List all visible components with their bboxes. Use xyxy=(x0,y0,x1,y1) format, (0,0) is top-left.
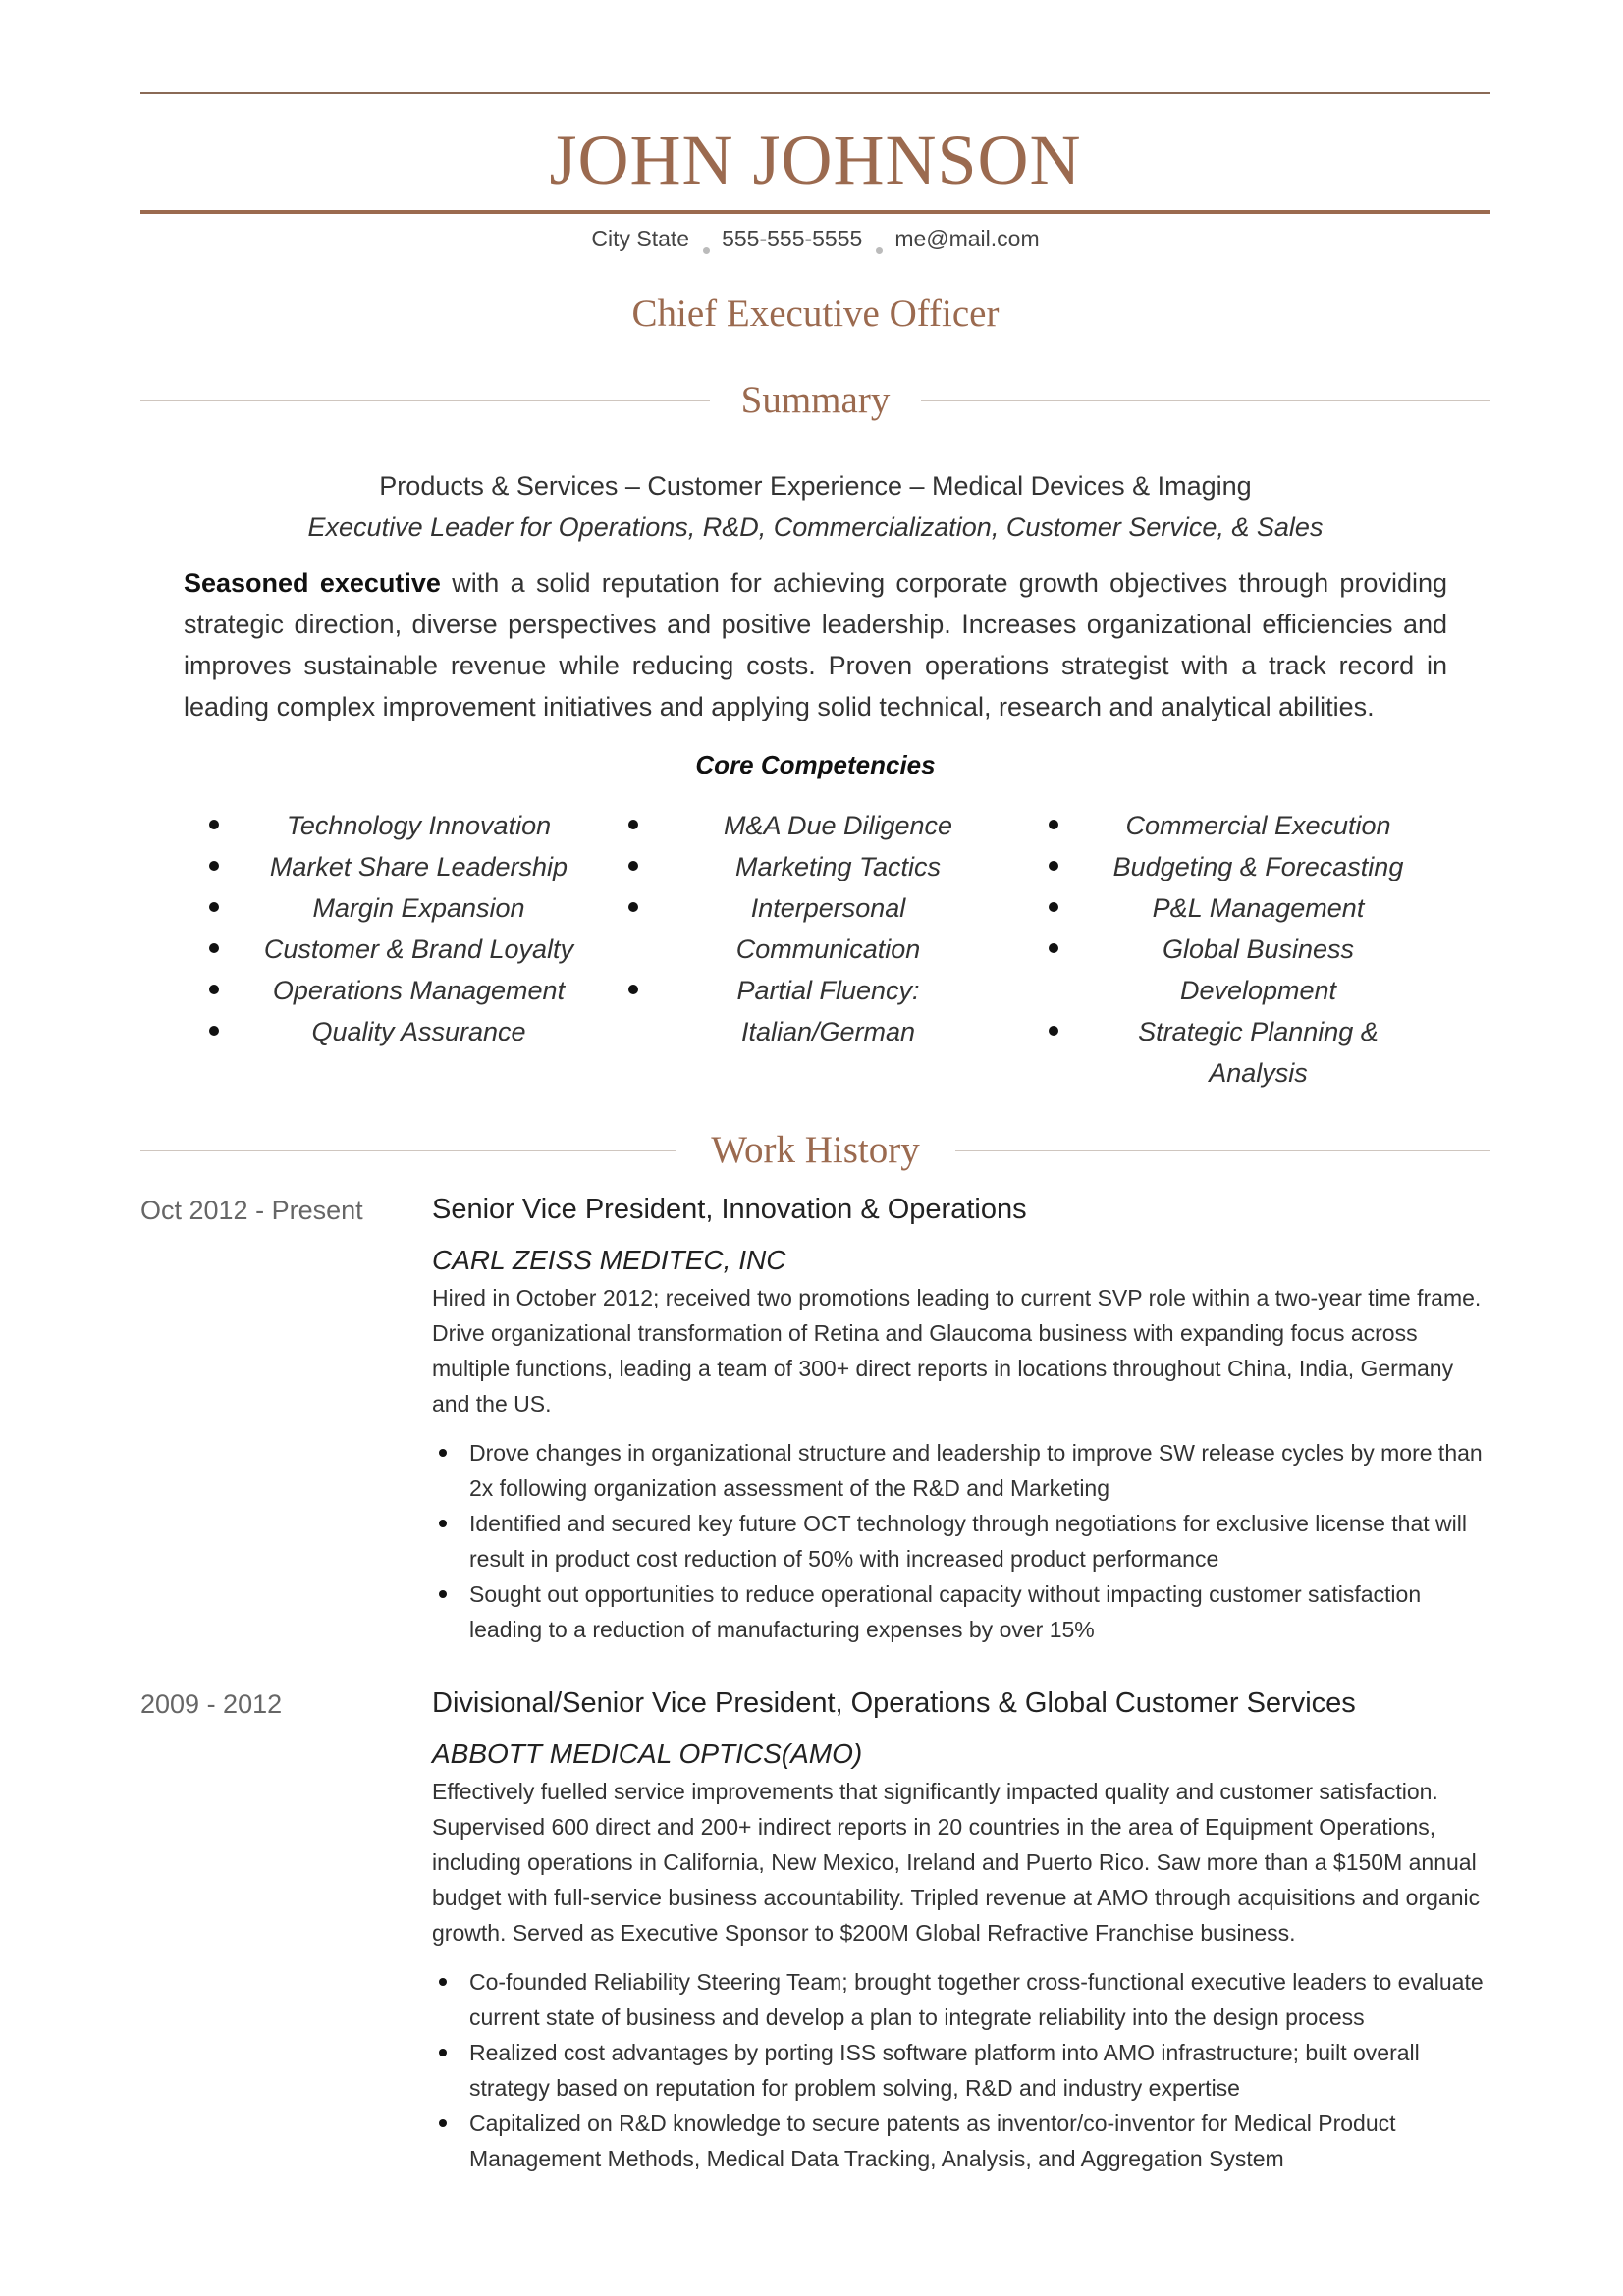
bullet-icon xyxy=(628,861,638,871)
bullet-icon xyxy=(209,861,219,871)
phone: 555-555-5555 xyxy=(722,226,863,251)
bullet-icon xyxy=(209,820,219,829)
job-dates: Oct 2012 - Present xyxy=(140,1196,363,1225)
job-dates: 2009 - 2012 xyxy=(140,1689,283,1719)
bullet-icon xyxy=(439,1449,447,1457)
list-item: Capitalized on R&D knowledge to secure patents as inventor/co-inventor for Medical Product Management Methods, Medical Data Tracking, Analysis, and Aggregation System xyxy=(432,2106,1490,2176)
list-item: Drove changes in organizational structure and leadership to improve SW release cycles by more than 2x following organization assessment of the R&D and Marketing xyxy=(432,1435,1490,1506)
summary-leader-line: Executive Leader for Operations, R&D, Commercialization, Customer Service, & Sales xyxy=(307,512,1324,542)
list-item: Sought out opportunities to reduce operational capacity without impacting customer satisfaction leading to a reduction of manufacturing expenses by over 15% xyxy=(432,1576,1490,1647)
competency-item: Technology Innovation xyxy=(209,805,577,846)
bullet-icon xyxy=(209,943,219,953)
competency-item: Commercial Execution xyxy=(1049,805,1417,846)
job-company: ABBOTT MEDICAL OPTICS(AMO) xyxy=(432,1738,863,1769)
competency-item: Operations Management xyxy=(209,970,577,1011)
job-achievements xyxy=(432,1435,1490,1647)
bullet-icon xyxy=(209,985,219,994)
competency-item: Global Business Development xyxy=(1049,929,1417,1011)
bullet-icon xyxy=(439,1520,447,1527)
bullet-icon xyxy=(1049,1026,1058,1036)
job-description: Hired in October 2012; received two promotions leading to current SVP role within a two-year time frame. Drive organizational transformation of Retina and Glaucoma business with expanding focus across multiple functions, leading a team of 300+ direct reports in locations throughout China, India, Germany and the US. xyxy=(432,1285,1482,1416)
job-achievements xyxy=(432,1964,1490,2176)
contact-line xyxy=(140,222,1490,255)
job-description: Effectively fuelled service improvements that significantly impacted quality and customer satisfaction. Supervised 600 direct and 200+ indirect reports in 20 countries in the area of Equipment Operations, including operations in California, New Mexico, Ireland and Puerto Rico. Saw more than a $150M annual budget with full-service business accountability. Tripled revenue at AMO through acquisitions and organic growth. Served as Executive Sponsor to $200M Global Refractive Franchise business. xyxy=(432,1779,1481,1946)
competency-item: Interpersonal Communication xyxy=(628,887,997,970)
bullet-icon xyxy=(439,1978,447,1986)
competency-item: M&A Due Diligence xyxy=(628,805,997,846)
competency-item: Customer & Brand Loyalty xyxy=(209,929,577,970)
competency-column-1 xyxy=(209,805,577,1052)
job-title-headline: Chief Executive Officer xyxy=(631,293,1000,335)
email: me@mail.com xyxy=(894,226,1040,251)
bullet-icon xyxy=(439,2049,447,2056)
bullet-icon xyxy=(1049,820,1058,829)
competency-item: Market Share Leadership xyxy=(209,846,577,887)
job-company: CARL ZEISS MEDITEC, INC xyxy=(432,1245,786,1275)
list-item: Co-founded Reliability Steering Team; brought together cross-functional executive leaders to evaluate current state of business and develop a plan to integrate reliability into the design process xyxy=(432,1964,1490,2035)
bullet-icon xyxy=(439,2119,447,2127)
summary-heading: Summary xyxy=(740,379,891,421)
resume-page xyxy=(140,0,1490,2296)
competency-column-2 xyxy=(628,805,997,1052)
bullet-icon xyxy=(209,902,219,912)
competency-column-3 xyxy=(1049,805,1417,1094)
candidate-name: JOHN JOHNSON xyxy=(549,121,1082,199)
summary-paragraph xyxy=(184,562,1447,727)
bullet-icon xyxy=(628,820,638,829)
competency-item: Partial Fluency: Italian/German xyxy=(628,970,997,1052)
work-history-section-header xyxy=(140,1123,1490,1178)
separator-dot-icon xyxy=(876,247,883,254)
bullet-icon xyxy=(628,985,638,994)
bullet-icon xyxy=(628,902,638,912)
competency-item: P&L Management xyxy=(1049,887,1417,929)
core-competencies-heading: Core Competencies xyxy=(695,750,936,779)
name-underline xyxy=(140,210,1490,214)
competency-item: Marketing Tactics xyxy=(628,846,997,887)
competency-item: Quality Assurance xyxy=(209,1011,577,1052)
summary-section-header xyxy=(140,373,1490,428)
list-item: Identified and secured key future OCT technology through negotiations for exclusive license that will result in product cost reduction of 50% with increased product performance xyxy=(432,1506,1490,1576)
summary-focus-line: Products & Services – Customer Experience – Medical Devices & Imaging xyxy=(379,471,1252,501)
job-position: Divisional/Senior Vice President, Operations & Global Customer Services xyxy=(432,1687,1356,1719)
job-entry xyxy=(432,1188,1490,1647)
job-entry xyxy=(432,1682,1490,2176)
bullet-icon xyxy=(439,1590,447,1598)
bullet-icon xyxy=(1049,943,1058,953)
list-item: Realized cost advantages by porting ISS software platform into AMO infrastructure; built overall strategy based on reputation for problem solving, R&D and industry expertise xyxy=(432,2035,1490,2106)
summary-lead: Seasoned executive xyxy=(184,568,441,598)
bullet-icon xyxy=(1049,861,1058,871)
city-state: City State xyxy=(591,226,690,251)
bullet-icon xyxy=(1049,902,1058,912)
top-rule xyxy=(140,92,1490,94)
competency-item: Budgeting & Forecasting xyxy=(1049,846,1417,887)
bullet-icon xyxy=(209,1026,219,1036)
job-position: Senior Vice President, Innovation & Operations xyxy=(432,1194,1027,1225)
competency-item: Margin Expansion xyxy=(209,887,577,929)
work-history-heading: Work History xyxy=(711,1129,920,1171)
competency-item: Strategic Planning & Analysis xyxy=(1049,1011,1417,1094)
separator-dot-icon xyxy=(703,247,710,254)
summary-text: with a solid reputation for achieving corporate growth objectives through providing strategic direction, diverse perspectives and positive leadership. Increases organizational efficiencies and improves sustainable revenue while reducing costs. Proven operations strategist with a track record in leading complex improvement initiatives and applying solid technical, research and analytical abilities. xyxy=(184,568,1447,721)
